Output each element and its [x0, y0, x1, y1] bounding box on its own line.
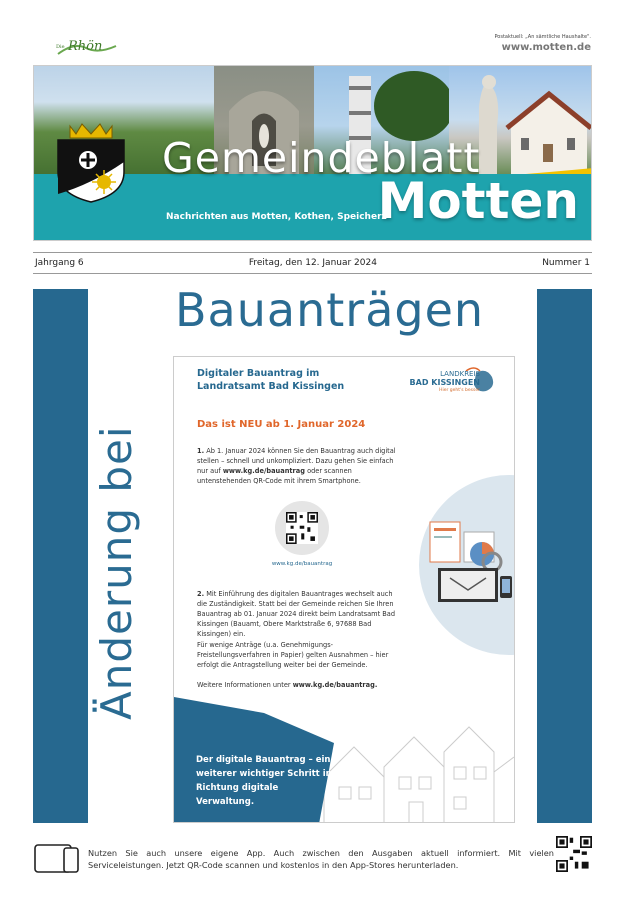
paragraph-1: 1. Ab 1. Januar 2024 können Sie den Bauantrag auch digital stellen – schnell und unkompliziert. Dazu gehen Sie einfach nur auf www.kg.de/bauantrag oder scannen untenstehenden QR-Code mit ihrem Smartphone. — [197, 447, 396, 485]
masthead-banner — [33, 65, 592, 241]
digital-documents-illustration — [424, 512, 515, 612]
paragraph-3: Für wenige Anträge (u.a. Genehmigungs-Freistellungsverfahren in Papier) gelten Ausnahmen – hier erfolgt die Antragstellung weiter bei der Gemeinde. — [197, 641, 389, 669]
logo-text-landkreis: LANDKREIS — [440, 370, 480, 378]
volume-label: Jahrgang 6 — [35, 258, 84, 268]
bauantrag-flyer — [173, 356, 515, 823]
new-heading: Das ist NEU ab 1. Januar 2024 — [197, 419, 366, 430]
website-link[interactable]: www.motten.de — [501, 42, 591, 53]
app-qr-code-icon[interactable] — [556, 836, 592, 872]
logo-text-bad-kissingen: BAD KISSINGEN — [409, 378, 480, 387]
postal-note: Postaktuell: „An sämtliche Haushalte". — [494, 34, 591, 40]
masthead-subtitle: Nachrichten aus Motten, Kothen, Speicherz — [166, 212, 387, 222]
title-motten: Motten — [377, 172, 579, 230]
svg-text:Die: Die — [56, 44, 65, 50]
cover-headline: Bauanträgen — [175, 283, 485, 337]
qr-code-icon[interactable] — [286, 512, 318, 544]
bauantrag-link[interactable]: www.kg.de/bauantrag — [222, 467, 305, 475]
title-gemeindeblatt: Gemeindeblatt — [162, 134, 481, 182]
rhoen-logo — [54, 34, 118, 60]
app-promo-text: Nutzen Sie auch unsere eigene App. Auch zwischen den Ausgaben aktuell informiert. Mit vielen Serviceleistungen. Jetzt QR-Code scannen und kostenlos in den App-Stores herunterladen. — [88, 848, 554, 870]
flyer-slogan: Der digitale Bauantrag – ein weiterer wichtiger Schritt in Richtung digitale Verwaltung. — [196, 755, 332, 807]
more-info-link[interactable]: www.kg.de/bauantrag. — [292, 681, 378, 689]
issue-number: Nummer 1 — [542, 258, 590, 268]
issue-date: Freitag, den 12. Januar 2024 — [248, 258, 377, 268]
logo-tagline: Hier geht's besser — [439, 388, 480, 393]
coat-of-arms-icon — [52, 122, 130, 204]
qr-url-label: www.kg.de/bauantrag — [271, 561, 333, 567]
paragraph-2: 2. Mit Einführung des digitalen Bauantrages wechselt auch die Zuständigkeit. Statt bei der Gemeinde reichen Sie Ihren Bauantrag ab 01. Januar 2024 direkt beim Landratsamt Bad Kissingen (Bauamt, Obere Marktstraße 6, 97688 Bad Kissingen) ein. — [197, 590, 396, 638]
flyer-title: Digitaler Bauantrag im Landratsamt Bad Kissingen — [197, 368, 345, 392]
right-accent-bar — [537, 289, 592, 823]
paragraph-4: Weitere Informationen unter www.kg.de/bauantrag. — [197, 681, 378, 689]
devices-icon — [34, 842, 80, 874]
houses-illustration — [314, 717, 515, 823]
cover-vertical-title: Änderung bei — [92, 425, 141, 720]
left-accent-bar — [33, 289, 88, 823]
svg-text:Rhön: Rhön — [68, 39, 103, 54]
issue-info-bar — [33, 252, 592, 274]
